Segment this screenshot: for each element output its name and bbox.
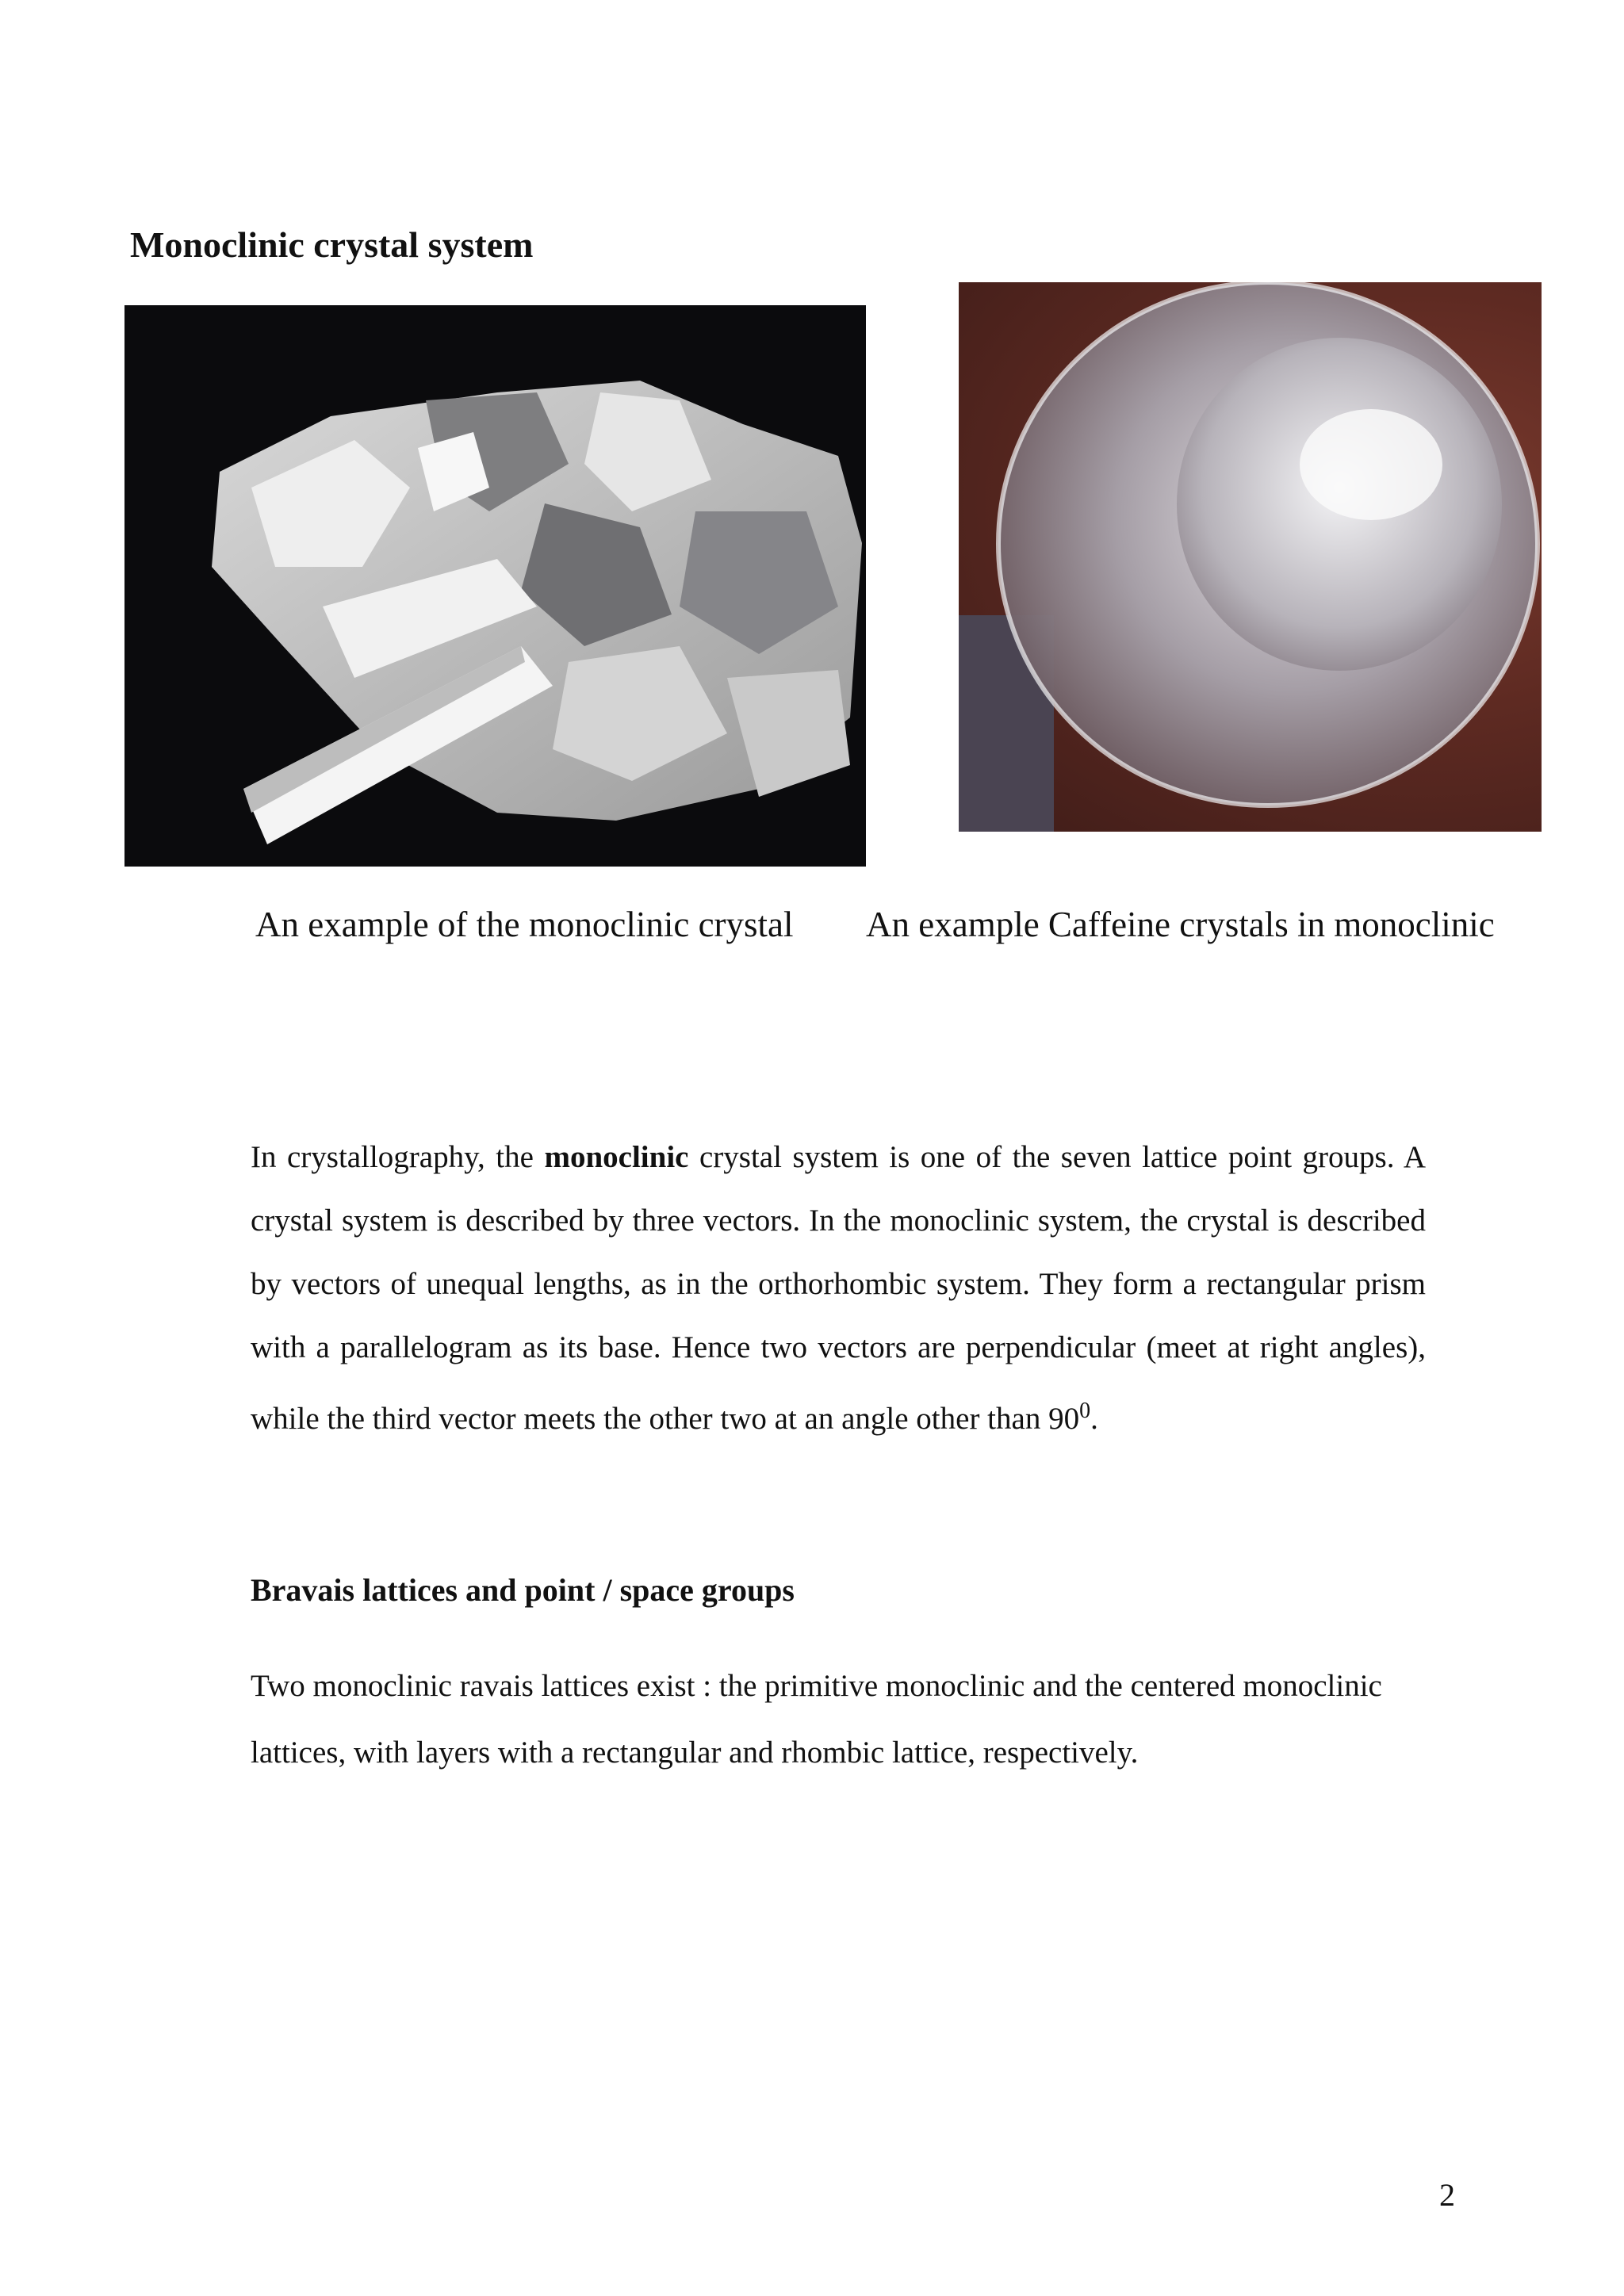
caffeine-crystals-dish-photo xyxy=(959,282,1542,832)
page-number: 2 xyxy=(1439,2177,1455,2213)
caption-left: An example of the monoclinic crystal xyxy=(255,905,794,944)
section-paragraph: Two monoclinic ravais lattices exist : the primitive monoclinic and the centered monoclinic lattices, with layers with a rectangular and rhombic lattice, respectively. xyxy=(251,1669,1382,1770)
page-title: Monoclinic crystal system xyxy=(130,224,534,265)
section-heading: Bravais lattices and point / space groups xyxy=(251,1572,795,1608)
body-text-main: crystal system is one of the seven lattice point groups. A crystal system is described by three vectors. In the monoclinic system, the crystal is described by vectors of unequal lengths, as in the orthorhombic system. They form a rectangular prism with a parallelogram as its base. Hence two vectors are perpendicular (meet at right angles), while the third vector meets the other two at an angle other than 90 xyxy=(251,1140,1426,1436)
body-text-start: In crystallography, the xyxy=(251,1140,545,1174)
body-text-end: . xyxy=(1090,1402,1098,1436)
body-bold-term: monoclinic xyxy=(544,1140,689,1174)
degree-superscript: 0 xyxy=(1079,1399,1091,1423)
caption-right: An example Caffeine crystals in monoclinic xyxy=(866,905,1495,944)
monoclinic-mineral-photo xyxy=(124,305,866,867)
body-paragraph xyxy=(251,1126,1426,1451)
